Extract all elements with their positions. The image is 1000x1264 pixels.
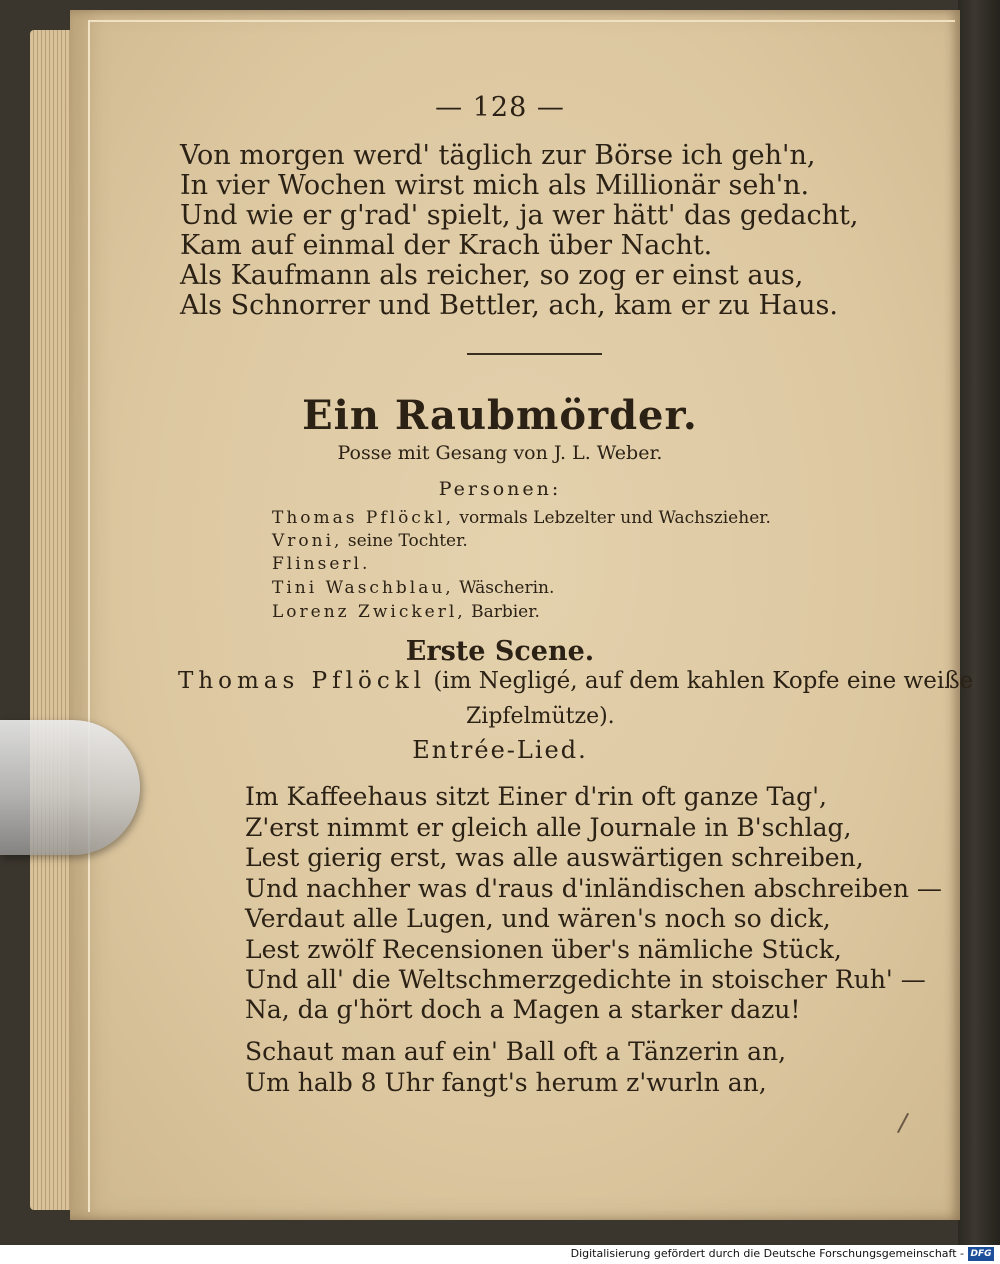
cast-entry <box>272 531 468 551</box>
cast-name: Tini Waschblau, <box>272 578 454 598</box>
character-name: Thomas Pflöckl <box>178 668 427 694</box>
page-number: — 128 — <box>435 92 565 123</box>
cast-heading: Personen: <box>438 478 562 500</box>
verse-line: Und wie er g'rad' spielt, ja wer hätt' das gedacht, <box>180 200 859 231</box>
cast-entry <box>272 578 554 598</box>
book-binding <box>958 0 1000 1245</box>
stage-direction-text: (im Negligé, auf dem kahlen Kopfe eine weiße <box>433 668 974 694</box>
song-line: Z'erst nimmt er gleich alle Journale in B'schlag, <box>245 813 852 842</box>
song-line: Und nachher was d'raus d'inländischen abschreiben — <box>245 874 942 903</box>
play-title: Ein Raubmörder. <box>302 392 698 439</box>
verse-line: Von morgen werd' täglich zur Börse ich geh'n, <box>180 140 816 171</box>
play-subtitle: Posse mit Gesang von J. L. Weber. <box>337 442 663 464</box>
song-line: Lest gierig erst, was alle auswärtigen schreiben, <box>245 843 864 872</box>
scene-heading: Erste Scene. <box>405 636 595 667</box>
cast-name: Vroni, <box>272 531 343 551</box>
cast-role: Wäscherin. <box>459 578 555 598</box>
song-line: Lest zwölf Recensionen über's nämliche Stück, <box>245 935 842 964</box>
verse-line: Kam auf einmal der Krach über Nacht. <box>180 230 713 261</box>
cast-entry <box>272 554 370 574</box>
song-line: Schaut man auf ein' Ball oft a Tänzerin an, <box>245 1037 787 1066</box>
song-line: Um halb 8 Uhr fangt's herum z'wurln an, <box>245 1068 767 1097</box>
cast-name: Lorenz Zwickerl, <box>272 602 466 622</box>
cast-entry <box>272 508 771 528</box>
verse-line: In vier Wochen wirst mich als Millionär seh'n. <box>180 170 810 201</box>
cast-name: Flinserl. <box>272 554 371 574</box>
verse-line: Als Kaufmann als reicher, so zog er einst aus, <box>180 260 804 291</box>
song-line: Und all' die Weltschmerzgedichte in stoischer Ruh' — <box>245 965 926 994</box>
verse-line: Als Schnorrer und Bettler, ach, kam er zu Haus. <box>180 290 838 321</box>
song-line: Verdaut alle Lugen, und wären's noch so dick, <box>245 904 831 933</box>
cast-role: Barbier. <box>471 602 540 622</box>
stage-direction <box>178 668 973 694</box>
song-line: Na, da g'hört doch a Magen a starker dazu! <box>245 995 801 1024</box>
cast-role: seine Tochter. <box>347 531 468 551</box>
cast-role: vormals Lebzelter und Wachszieher. <box>459 508 771 528</box>
page-clip <box>0 720 140 855</box>
stage-direction-continued: Zipfelmütze). <box>466 704 615 729</box>
cast-name: Thomas Pflöckl, <box>272 508 454 528</box>
section-divider <box>467 353 602 355</box>
footer-credit: Digitalisierung gefördert durch die Deutsche Forschungsgemeinschaft - <box>570 1247 964 1260</box>
dfg-logo: DFG <box>968 1247 994 1261</box>
cast-entry <box>272 602 540 622</box>
song-line: Im Kaffeehaus sitzt Einer d'rin oft ganze Tag', <box>245 782 827 811</box>
song-heading: Entrée-Lied. <box>412 736 588 764</box>
